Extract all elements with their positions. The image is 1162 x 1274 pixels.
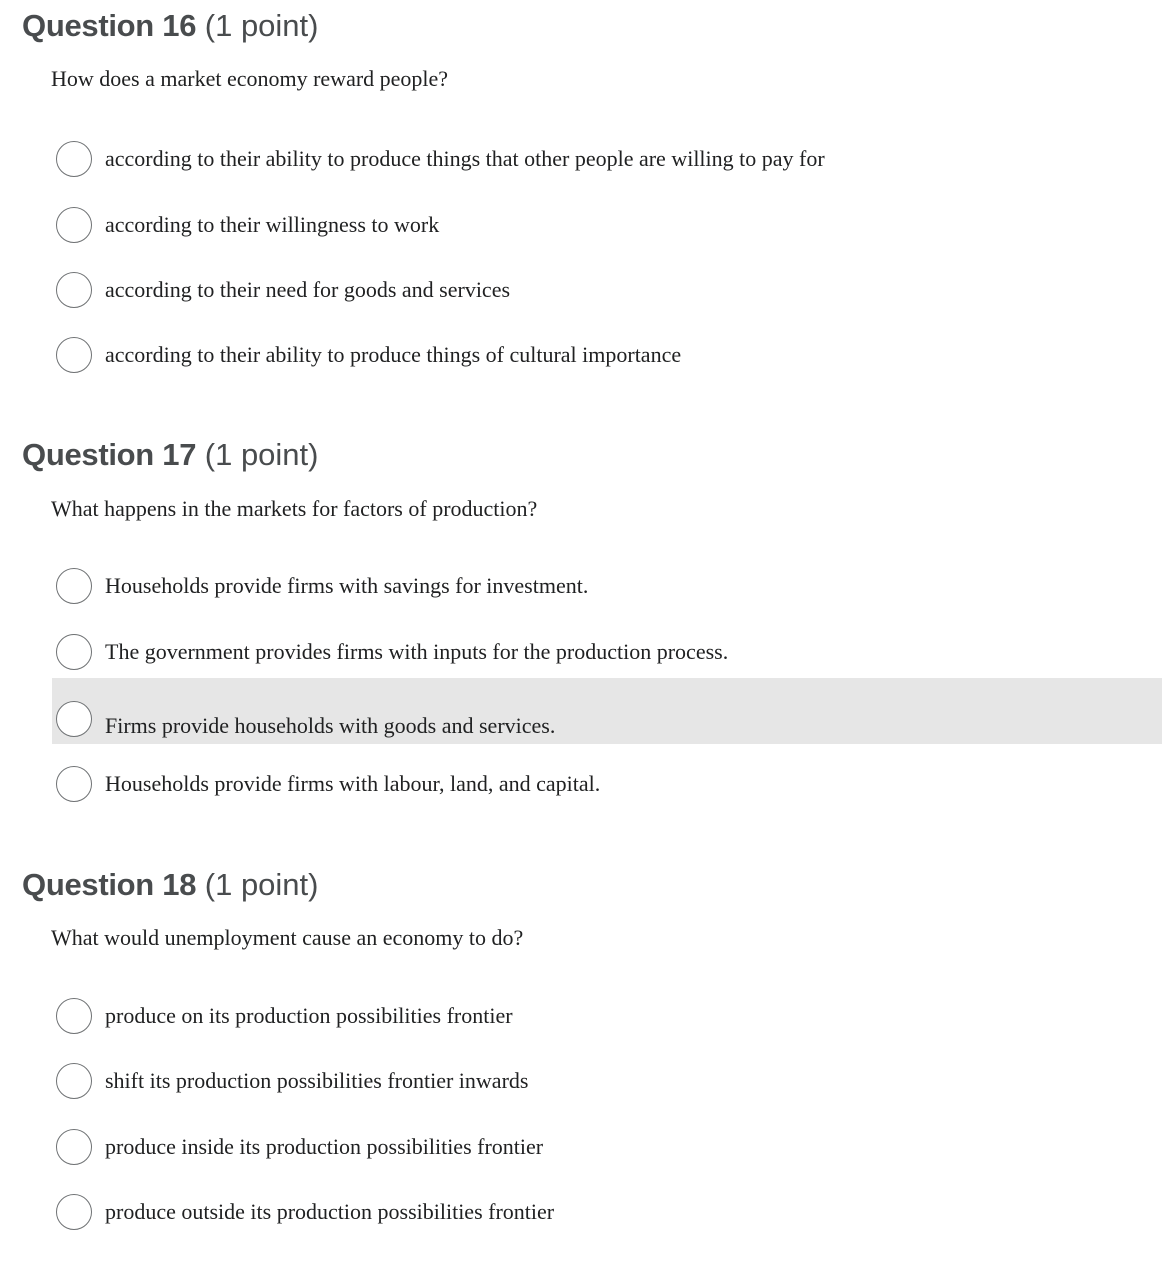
radio-button[interactable] — [56, 1194, 92, 1230]
radio-button[interactable] — [56, 207, 92, 243]
answer-option[interactable] — [52, 1049, 1162, 1115]
radio-button[interactable] — [56, 998, 92, 1034]
radio-button[interactable] — [56, 272, 92, 308]
question-heading — [22, 6, 319, 46]
answer-option[interactable] — [52, 620, 1162, 686]
answer-option-label[interactable]: produce on its production possibilities frontier — [105, 1003, 513, 1028]
question-points: (1 point) — [204, 8, 319, 43]
question-title: Question 16 — [22, 8, 197, 43]
answer-option-label[interactable]: produce inside its production possibilities frontier — [105, 1134, 544, 1159]
answer-option[interactable] — [52, 323, 1162, 389]
answer-option[interactable] — [52, 1180, 1162, 1246]
question-prompt: What happens in the markets for factors of production? — [51, 496, 538, 521]
radio-button[interactable] — [56, 1063, 92, 1099]
answer-option-label[interactable]: Households provide firms with labour, land, and capital. — [105, 771, 601, 796]
radio-button[interactable] — [56, 568, 92, 604]
radio-button[interactable] — [56, 337, 92, 373]
answer-option[interactable] — [52, 1115, 1162, 1181]
answer-option-label[interactable]: The government provides firms with inputs for the production process. — [105, 639, 729, 664]
question-points: (1 point) — [204, 867, 319, 902]
question-prompt: What would unemployment cause an economy to do? — [51, 925, 524, 950]
radio-button[interactable] — [56, 766, 92, 802]
answer-option[interactable] — [52, 554, 1162, 620]
answer-option[interactable] — [52, 258, 1162, 324]
answer-option-label[interactable]: Firms provide households with goods and services. — [105, 713, 556, 738]
answer-option[interactable] — [52, 752, 1162, 818]
question-title: Question 17 — [22, 437, 197, 472]
answer-option-label[interactable]: shift its production possibilities frontier inwards — [105, 1068, 529, 1093]
answer-option-hovered[interactable] — [52, 678, 1162, 744]
question-heading — [22, 865, 319, 905]
answer-option[interactable] — [52, 127, 1162, 193]
answer-option-label[interactable]: Households provide firms with savings for investment. — [105, 573, 589, 598]
question-prompt: How does a market economy reward people? — [51, 66, 449, 91]
answer-option[interactable] — [52, 984, 1162, 1050]
radio-button[interactable] — [56, 1129, 92, 1165]
answer-option-label[interactable]: according to their ability to produce things that other people are willing to pay for — [105, 146, 825, 171]
question-points: (1 point) — [204, 437, 319, 472]
answer-option-label[interactable]: produce outside its production possibilities frontier — [105, 1199, 555, 1224]
answer-option[interactable] — [52, 193, 1162, 259]
radio-button[interactable] — [56, 141, 92, 177]
question-heading — [22, 435, 319, 475]
question-title: Question 18 — [22, 867, 197, 902]
radio-button[interactable] — [56, 634, 92, 670]
answer-option-label[interactable]: according to their need for goods and services — [105, 277, 511, 302]
answer-option-label[interactable]: according to their willingness to work — [105, 212, 440, 237]
radio-button[interactable] — [56, 701, 92, 737]
answer-option-label[interactable]: according to their ability to produce things of cultural importance — [105, 342, 682, 367]
